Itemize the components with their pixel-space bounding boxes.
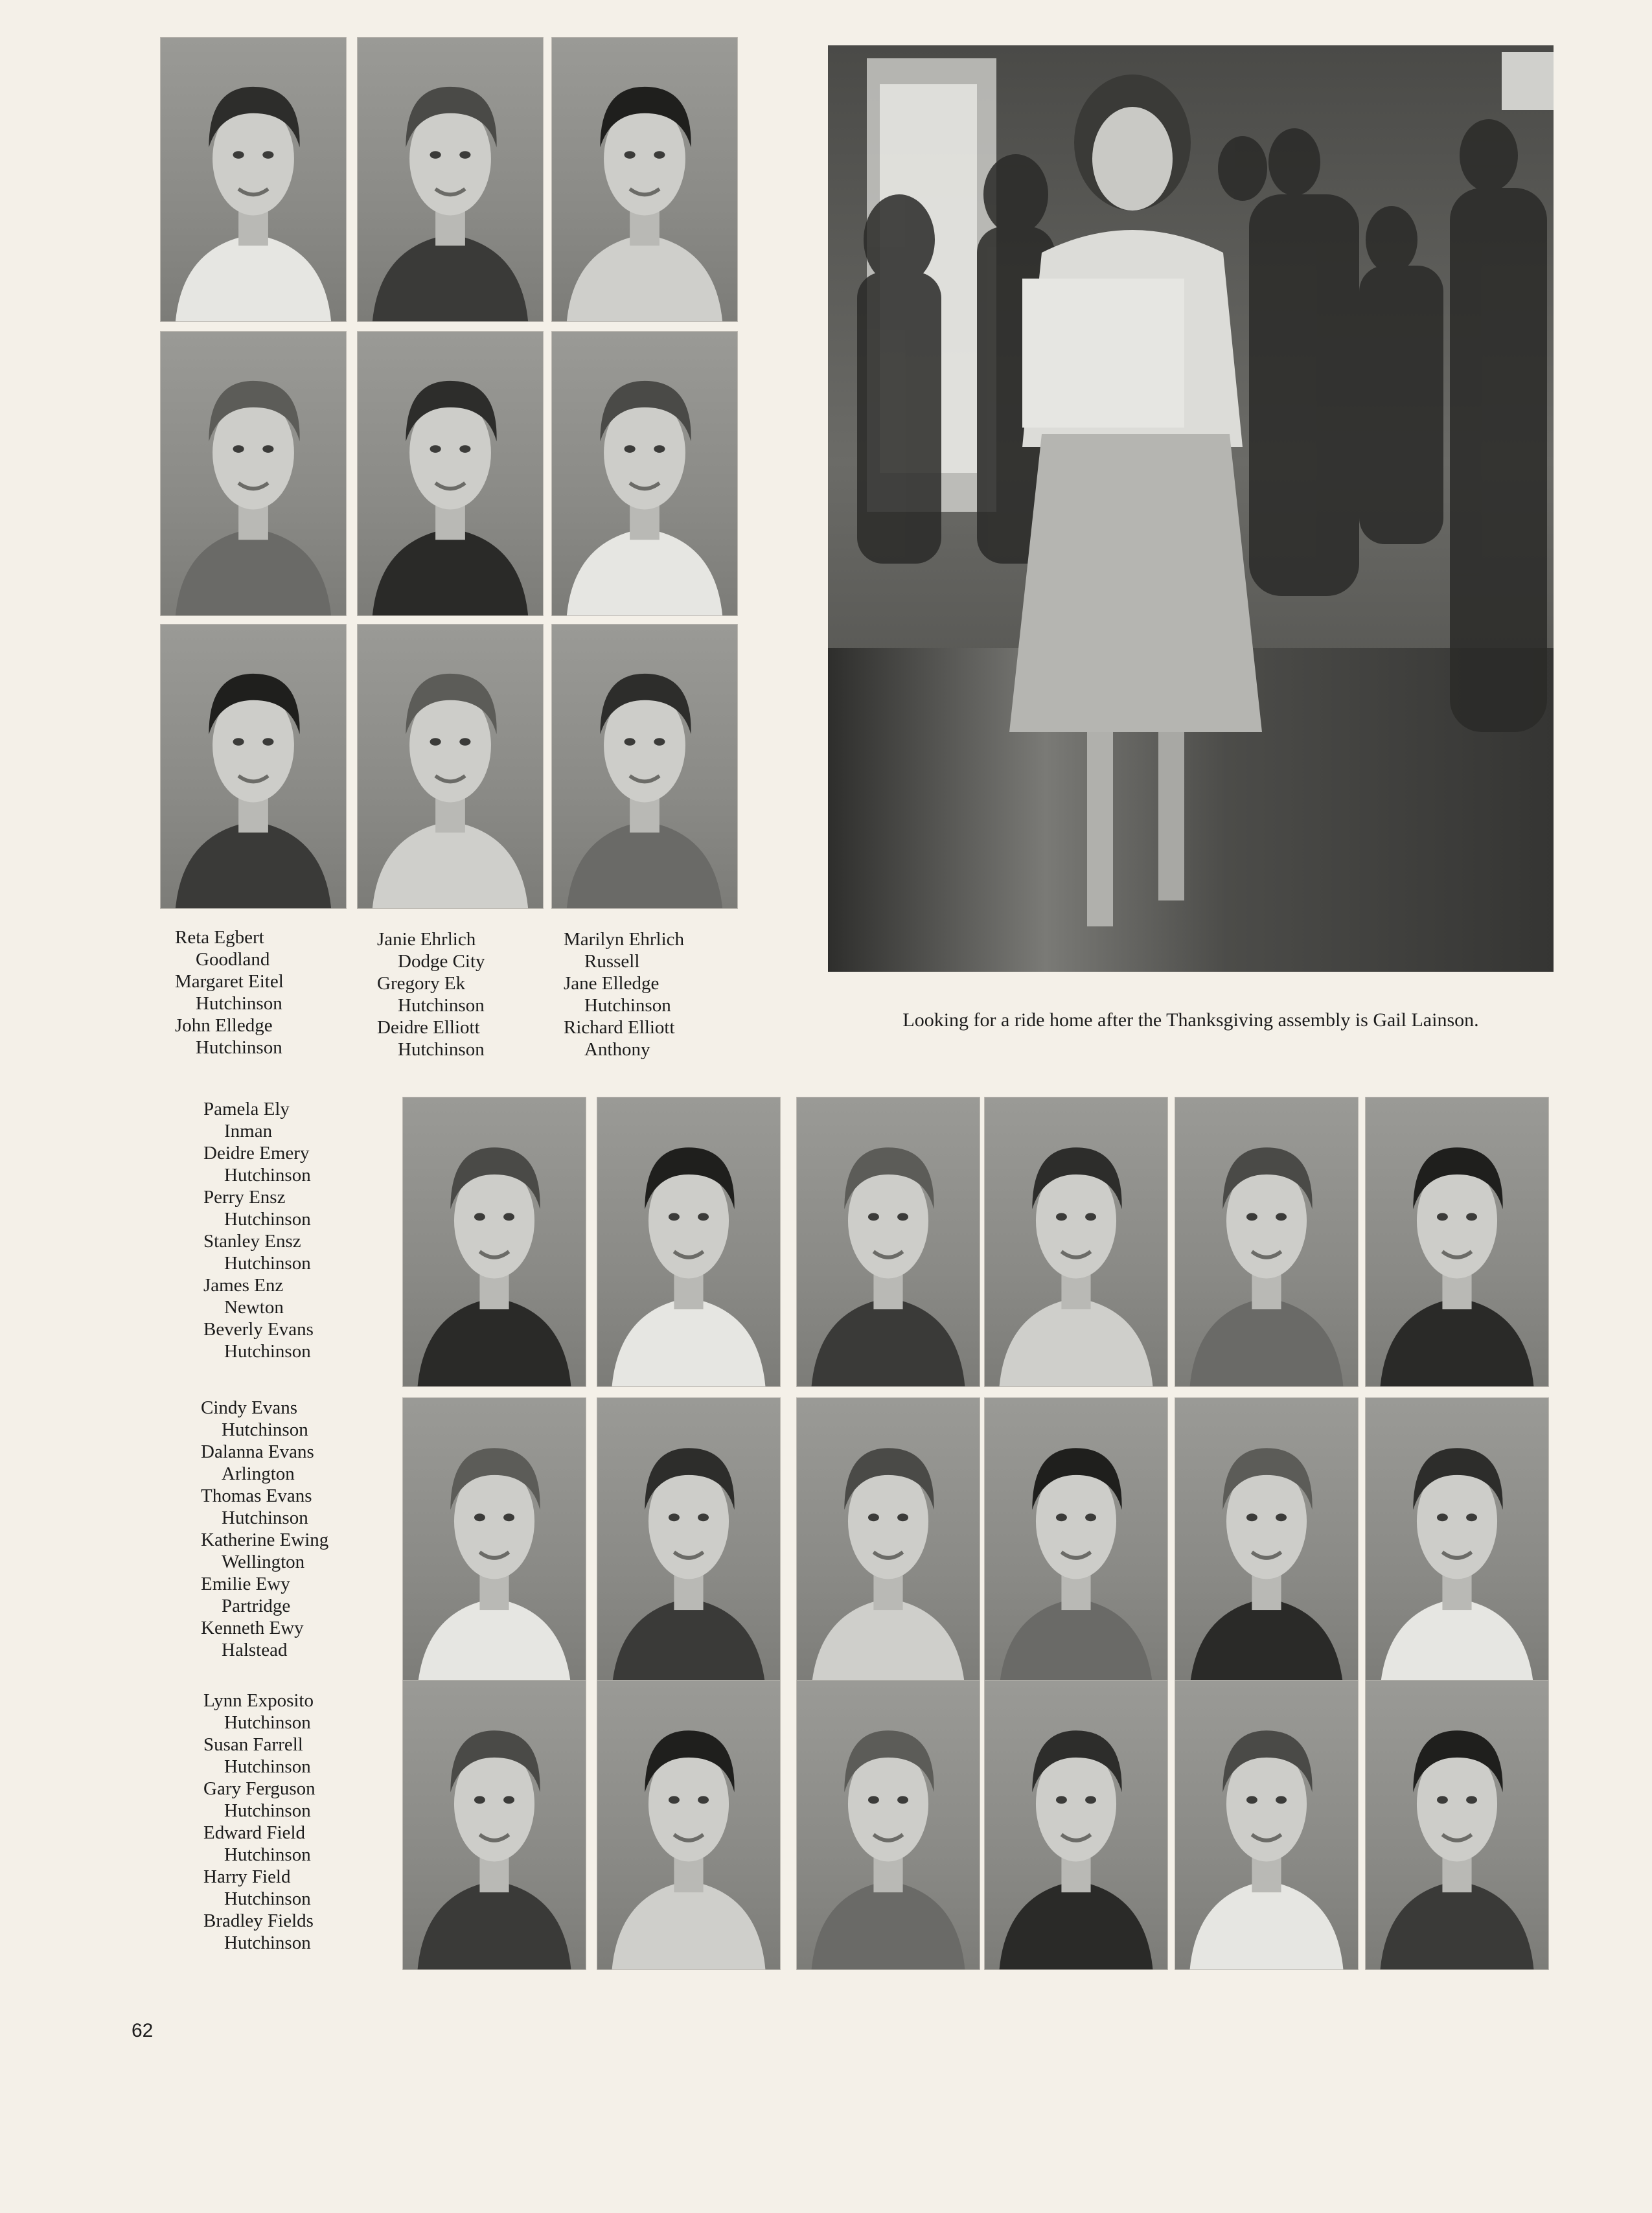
student-portrait <box>552 625 737 908</box>
student-town: Hutchinson <box>222 1419 308 1440</box>
student-portrait <box>985 1097 1167 1386</box>
student-portrait <box>358 332 543 615</box>
student-portrait <box>1366 1097 1548 1386</box>
student-name: Gary Ferguson <box>203 1778 315 1799</box>
student-name: Pamela Ely <box>203 1099 290 1119</box>
student-name: Thomas Evans <box>201 1485 312 1506</box>
student-town: Partridge <box>222 1596 291 1616</box>
top-names-col-1 <box>175 926 284 1059</box>
student-portrait <box>985 1680 1167 1969</box>
student-name: Stanley Ensz <box>203 1231 301 1252</box>
student-town: Hutchinson <box>224 1800 311 1821</box>
student-name: Marilyn Ehrlich <box>564 929 685 950</box>
top-names-col-2 <box>377 928 485 1061</box>
student-portrait <box>161 625 346 908</box>
student-portrait <box>552 38 737 321</box>
student-town: Hutchinson <box>224 1341 311 1362</box>
student-town: Hutchinson <box>222 1508 308 1528</box>
student-town: Hutchinson <box>196 993 282 1014</box>
page-number: 62 <box>132 2020 154 2041</box>
student-town: Dodge City <box>398 951 485 972</box>
student-name: Deidre Emery <box>203 1143 310 1164</box>
student-town: Hutchinson <box>398 995 485 1016</box>
student-portrait <box>797 1680 980 1969</box>
student-portrait <box>161 332 346 615</box>
student-town: Newton <box>224 1297 284 1318</box>
student-name: Katherine Ewing <box>201 1530 329 1550</box>
student-name: Deidre Elliott <box>377 1017 480 1038</box>
student-name: Margaret Eitel <box>175 971 284 992</box>
student-portrait <box>597 1680 780 1969</box>
student-name: Cindy Evans <box>201 1397 298 1418</box>
student-name: James Enz <box>203 1275 284 1296</box>
student-portrait <box>597 1097 780 1386</box>
student-name: Edward Field <box>203 1822 306 1843</box>
candid-caption: Looking for a ride home after the Thanksgiving assembly is Gail Lainson. <box>902 1009 1479 1031</box>
student-portrait <box>358 625 543 908</box>
student-name: Bradley Fields <box>203 1910 314 1931</box>
student-portrait <box>552 332 737 615</box>
student-name: Susan Farrell <box>203 1734 303 1755</box>
student-town: Hutchinson <box>196 1037 282 1058</box>
student-portrait <box>403 1680 586 1969</box>
student-name: John Elledge <box>175 1015 273 1036</box>
student-portrait <box>358 38 543 321</box>
student-town: Hutchinson <box>224 1253 311 1274</box>
student-portrait <box>985 1398 1167 1687</box>
student-portrait <box>1366 1398 1548 1687</box>
student-town: Wellington <box>222 1552 305 1572</box>
student-town: Arlington <box>222 1463 295 1484</box>
candid-photo <box>828 45 1554 972</box>
student-name: Harry Field <box>203 1866 291 1887</box>
student-portrait <box>403 1097 586 1386</box>
student-town: Halstead <box>222 1640 288 1660</box>
student-name: Lynn Exposito <box>203 1690 314 1711</box>
student-portrait <box>1175 1680 1358 1969</box>
student-name: Reta Egbert <box>175 927 264 948</box>
bottom-names-group-1 <box>203 1098 314 1362</box>
bottom-names-group-3 <box>203 1690 315 1954</box>
student-town: Hutchinson <box>398 1039 485 1060</box>
student-portrait <box>1175 1097 1358 1386</box>
student-town: Hutchinson <box>224 1712 311 1733</box>
student-portrait <box>403 1398 586 1687</box>
bottom-names-group-2 <box>201 1397 328 1661</box>
student-town: Hutchinson <box>224 1844 311 1865</box>
top-names-col-3 <box>564 928 684 1061</box>
student-town: Hutchinson <box>224 1209 311 1230</box>
student-name: Beverly Evans <box>203 1319 314 1340</box>
student-name: Richard Elliott <box>564 1017 675 1038</box>
student-town: Hutchinson <box>224 1756 311 1777</box>
student-name: Dalanna Evans <box>201 1441 314 1462</box>
student-town: Hutchinson <box>224 1888 311 1909</box>
student-town: Goodland <box>196 949 270 970</box>
student-town: Hutchinson <box>224 1932 311 1953</box>
student-portrait <box>1366 1680 1548 1969</box>
student-name: Gregory Ek <box>377 973 466 994</box>
student-town: Hutchinson <box>584 995 671 1016</box>
student-town: Hutchinson <box>224 1165 311 1186</box>
student-town: Russell <box>584 951 640 972</box>
student-portrait <box>1175 1398 1358 1687</box>
student-name: Janie Ehrlich <box>377 929 476 950</box>
student-town: Anthony <box>584 1039 650 1060</box>
student-portrait <box>597 1398 780 1687</box>
student-portrait <box>797 1097 980 1386</box>
student-name: Kenneth Ewy <box>201 1618 304 1638</box>
student-town: Inman <box>224 1121 273 1141</box>
student-name: Perry Ensz <box>203 1187 286 1208</box>
student-portrait <box>161 38 346 321</box>
student-name: Emilie Ewy <box>201 1574 290 1594</box>
student-name: Jane Elledge <box>564 973 660 994</box>
student-portrait <box>797 1398 980 1687</box>
